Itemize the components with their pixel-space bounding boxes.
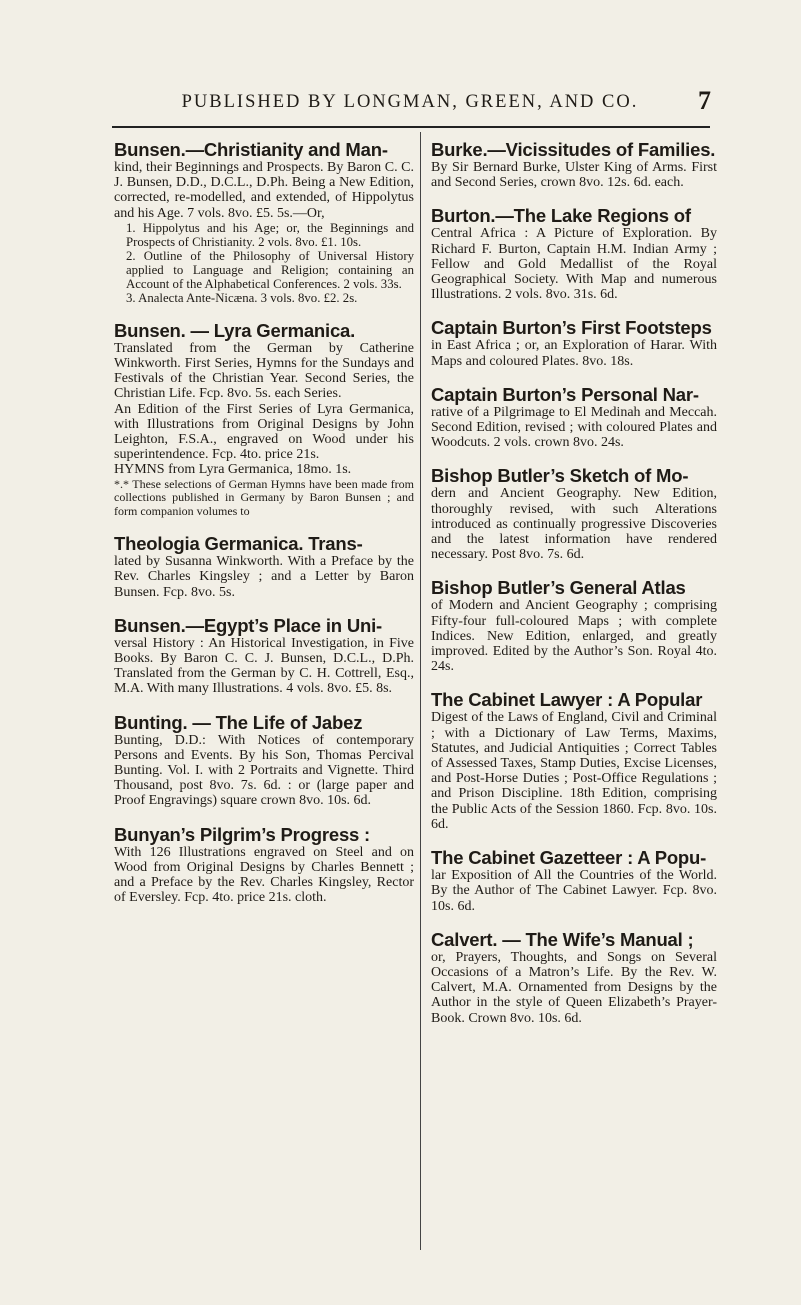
entry-heading: Burke.—Vicissitudes of Families. bbox=[431, 139, 716, 160]
entry-heading: Bunsen.—Egypt’s Place in Uni- bbox=[114, 614, 382, 636]
header-rule bbox=[112, 126, 710, 128]
entry-heading: Calvert. — The Wife’s Manual ; bbox=[431, 928, 694, 950]
entry-butler-sketch bbox=[431, 466, 717, 562]
entry-body: versal History : An Historical Investigation, in Five Books. By Baron C. C. J. Bunsen, D.C.L., D.Ph. Translated from the German by C. H. Cottrell, Esq., M.A. With many Illustrations. 4 vols. 8vo. £5. 8s. bbox=[114, 635, 414, 697]
right-column bbox=[431, 140, 717, 1042]
sub-item: 3. Analecta Ante-Nicæna. 3 vols. 8vo. £2. 2s. bbox=[126, 290, 358, 305]
entry-bunyan bbox=[114, 825, 414, 906]
entry-burke bbox=[431, 140, 717, 190]
column-divider bbox=[420, 132, 421, 1250]
entry-heading: Bunsen.—Christianity and Man- bbox=[114, 139, 388, 160]
left-column bbox=[114, 140, 414, 921]
entry-body: Translated from the German by Catherine Winkworth. First Series, Hymns for the Sundays and Festivals of the Christian Year. Second Series, the Christian Life. Fcp. 8vo. 5s. each Series. bbox=[114, 340, 414, 402]
entry-burton-lake bbox=[431, 206, 717, 302]
page-number: 7 bbox=[698, 86, 711, 115]
entry-body: dern and Ancient Geography. New Edition, thoroughly revised, with such Alterations introduced as continually progressive Discoveries and the latest information have rendered necessary. Post 8vo. 7s. 6d. bbox=[431, 486, 717, 563]
entry-heading: Captain Burton’s Personal Nar- bbox=[431, 383, 699, 405]
entry-burton-narrative bbox=[431, 385, 717, 451]
entry-heading: Bunyan’s Pilgrim’s Progress : bbox=[114, 823, 371, 845]
entry-bunting bbox=[114, 713, 414, 809]
entry-heading: Bishop Butler’s General Atlas bbox=[431, 577, 686, 599]
entry-body: Digest of the Laws of England, Civil and Criminal ; with a Dictionary of Law Terms, Maxims, Statutes, and Judicial Antiquities ; Correct Tables of Assessed Taxes, Stamp Duties, Excise Licenses, and Post-Horse Duties ; Post-Office Regulations ; and Prison Discipline. 18th Edition, comprising the Public Acts of the Session 1860. Fcp. 8vo. 10s. 6d. bbox=[431, 710, 717, 832]
entry-body: or, Prayers, Thoughts, and Songs on Several Occasions of a Matron’s Life. By the Rev. W. Calvert, M.A. Ornamented from Designs by the Author in the style of Queen Elizabeth’s Prayer-Book. Crown 8vo. 10s. 6d. bbox=[431, 949, 717, 1026]
entry-cabinet-gazetteer bbox=[431, 848, 717, 914]
sub-item: 1. Hippolytus and his Age; or, the Beginnings and Prospects of Christianity. 2 vols. 8vo. £1. 10s. bbox=[126, 220, 414, 249]
entry-heading: The Cabinet Gazetteer : A Popu- bbox=[431, 847, 707, 869]
entry-heading: Burton.—The Lake Regions of bbox=[431, 205, 691, 227]
entry-bunsen-christianity bbox=[114, 140, 414, 305]
running-header: PUBLISHED BY LONGMAN, GREEN, AND CO. bbox=[181, 92, 639, 112]
entry-heading: Bishop Butler’s Sketch of Mo- bbox=[431, 465, 689, 487]
edition-note: An Edition of the First Series of Lyra Germanica, with Illustrations from Original Designs by John Leighton, F.S.A., engraved on Wood under his superintendence. Fcp. 4to. price 21s. bbox=[114, 401, 414, 463]
entry-body: lated by Susanna Winkworth. With a Preface by the Rev. Charles Kingsley ; and a Letter by Baron Bunsen. Fcp. 8vo. 5s. bbox=[114, 554, 414, 600]
entry-heading: Bunting. — The Life of Jabez bbox=[114, 711, 363, 733]
entry-theologia bbox=[114, 534, 414, 600]
entry-body: By Sir Bernard Burke, Ulster King of Arms. First and Second Series, crown 8vo. 12s. 6d. each. bbox=[431, 160, 717, 191]
entry-body: With 126 Illustrations engraved on Steel and on Wood from Original Designs by Charles Bennett ; and a Preface by the Rev. Charles Kingsley, Rector of Eversley. Fcp. 4to. price 21s. cloth. bbox=[114, 844, 414, 906]
entry-body: Central Africa : A Picture of Exploration. By Richard F. Burton, Captain H.M. Indian Army ; Fellow and Gold Medallist of the Royal Geographical Society. With Map and numerous Illustrations. 2 vols. 8vo. 31s. 6d. bbox=[431, 226, 717, 303]
entry-body: rative of a Pilgrimage to El Medinah and Meccah. Second Edition, revised ; with coloured Plates and Woodcuts. 2 vols. crown 8vo. 24s. bbox=[431, 404, 717, 451]
entry-burton-footsteps bbox=[431, 318, 717, 368]
entry-bunsen-lyra bbox=[114, 321, 414, 518]
hymns-line: HYMNS from Lyra Germanica, 18mo. 1s. bbox=[114, 462, 352, 478]
entry-calvert bbox=[431, 930, 717, 1026]
entry-body: lar Exposition of All the Countries of the World. By the Author of The Cabinet Lawyer. Fcp. 8vo. 10s. 6d. bbox=[431, 868, 717, 914]
entry-body: Bunting, D.D.: With Notices of contemporary Persons and Events. By his Son, Thomas Percival Bunting. Vol. I. with 2 Portraits and Vignette. Third Thousand, post 8vo. 7s. 6d. : or (large paper and Proof Engravings) square crown 8vo. 10s. 6d. bbox=[114, 732, 414, 809]
footnote: *.* These selections of German Hymns have been made from collections published in Germany by Baron Bunsen ; and form companion volumes to bbox=[114, 476, 414, 518]
entry-cabinet-lawyer bbox=[431, 690, 717, 832]
entry-heading: Bunsen. — Lyra Germanica. bbox=[114, 319, 356, 341]
entry-bunsen-egypt bbox=[114, 616, 414, 697]
entry-body: in East Africa ; or, an Exploration of Harar. With Maps and coloured Plates. 8vo. 18s. bbox=[431, 338, 717, 369]
entry-body: kind, their Beginnings and Prospects. By Baron C. C. J. Bunsen, D.D., D.C.L., D.Ph. Being a New Edition, corrected, re-modelled, and extended, of Hippolytus and his Age. 7 vols. 8vo. £5. 5s.—Or, bbox=[114, 160, 414, 221]
sub-item: 2. Outline of the Philosophy of Universal History applied to Language and Religion; containing an Account of the Alphabetical Conferences. 2 vols. 33s. bbox=[126, 248, 414, 291]
entry-butler-atlas bbox=[431, 578, 717, 674]
entry-body: of Modern and Ancient Geography ; comprising Fifty-four full-coloured Maps ; with complete Indices. New Edition, enlarged, and greatly improved. Edited by the Author’s Son. Royal 4to. 24s. bbox=[431, 598, 717, 675]
entry-heading: Captain Burton’s First Footsteps bbox=[431, 317, 712, 339]
entry-heading: Theologia Germanica. Trans- bbox=[114, 533, 363, 555]
entry-heading: The Cabinet Lawyer : A Popular bbox=[431, 689, 703, 711]
